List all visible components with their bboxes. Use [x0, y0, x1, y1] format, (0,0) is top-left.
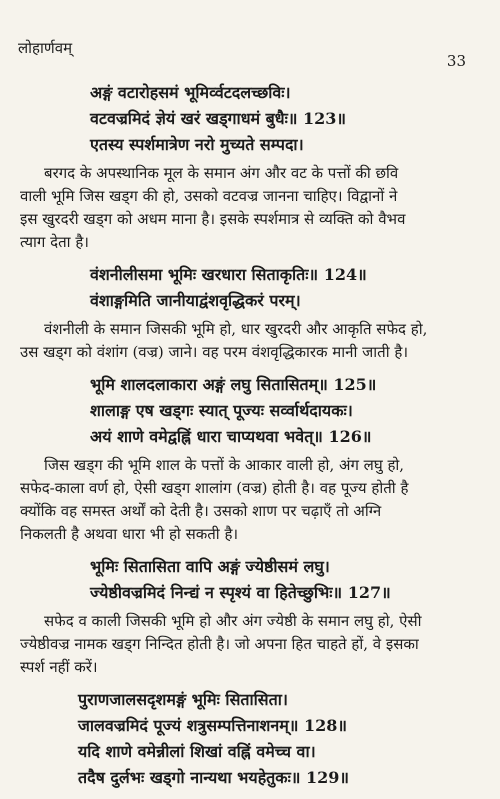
commentary-line: इस खुरदरी खड्ग को अधम माना है। इसके स्पर्शमात्र से व्यक्ति को वैभव [20, 210, 406, 228]
running-header-title: लोहार्णवम् [18, 39, 73, 57]
verse-line: ज्येष्ठीवज्रमिदं निन्द्यं न स्पृश्यं वा हितेच्छुभिः॥ 127॥ [90, 583, 391, 602]
section-verse-127 [20, 554, 482, 679]
verse-line: तदैष दुर्लभः खड्गो नान्यथा भयहेतुकः॥ 129॥ [78, 768, 349, 787]
section-verse-128-129 [20, 687, 482, 791]
verse-line: अयं शाणे वमेद्वह्निं धारा चाप्यथवा भवेत्॥ 126॥ [90, 427, 372, 446]
commentary-line: वंशनीली के समान जिसकी भूमि हो, धार खुरदरी और आकृति सफेद हो, [44, 320, 428, 338]
verse-line: भूमिः सितासिता वापि अङ्गं ज्येष्ठीसमं लघु। [90, 557, 330, 576]
commentary-line: ज्येष्ठीवज्र नामक खड्ग निन्दित होती है। जो अपना हित चाहते हों, वे इसका [20, 635, 419, 653]
commentary-paragraph [20, 318, 482, 364]
verse-line: जालवज्रमिदं पूज्यं शत्रुसम्पत्तिनाशनम्॥ 128॥ [78, 716, 347, 735]
verse-line: वंशनीलीसमा भूमिः खरधारा सिताकृतिः॥ 124॥ [90, 265, 367, 284]
section-verse-124 [20, 262, 482, 364]
commentary-paragraph [20, 162, 482, 254]
section-verse-123 [20, 80, 482, 254]
verse-line: अङ्गं वटारोहसमं भूमिर्व्वटदलच्छविः। [90, 83, 291, 102]
commentary-line: जिस खड्ग की भूमि शाल के पत्तों के आकार वाली हो, अंग लघु हो, [44, 456, 405, 474]
verse-line: वंशाङ्गमिति जानीयाद्वंशवृद्धिकरं परम्। [90, 291, 301, 310]
commentary-line: वाली भूमि जिस खड्ग की हो, उसको वटवज्र जानना चाहिए। विद्वानों ने [20, 187, 398, 205]
commentary-line: सफेद व काली जिसकी भूमि हो और अंग ज्येष्ठी के समान लघु हो, ऐसी [44, 612, 422, 630]
verse-line: पुराणजालसदृशमङ्गं भूमिः सितासिता। [78, 690, 288, 709]
page-content [20, 80, 482, 799]
commentary-line: सफेद-काला वर्ण हो, ऐसी खड्ग शालांग (वज्र) होती है। वह पूज्य होती है [20, 479, 409, 497]
commentary-line: स्पर्श नहीं करें। [20, 658, 98, 676]
section-verse-125-126 [20, 372, 482, 546]
verse-line: वटवज्रमिदं ज्ञेयं खरं खड्गाधमं बुधैः॥ 123॥ [90, 109, 347, 128]
commentary-line: निकलती है अथवा धारा भी हो सकती है। [20, 525, 239, 543]
commentary-line: बरगद के अपस्थानिक मूल के समान अंग और वट के पत्तों की छवि [44, 164, 399, 182]
commentary-paragraph [20, 454, 482, 546]
verse-line: एतस्य स्पर्शमात्रेण नरो मुच्यते सम्पदा। [90, 135, 304, 154]
verse-line: शालाङ्ग एष खड्गः स्यात् पूज्यः सर्व्वार्थदायकः। [90, 401, 353, 420]
commentary-paragraph [20, 610, 482, 679]
verse-line: भूमि शालदलाकारा अङ्गं लघु सितासितम्॥ 125॥ [90, 375, 377, 394]
verse-line: यदि शाणे वमेन्नीलां शिखां वह्निं वमेच्च वा। [78, 742, 316, 761]
page-number: 33 [446, 52, 466, 70]
commentary-line: क्योंकि वह समस्त अर्थों को देती है। उसको शाण पर चढ़ाएँ तो अग्नि [20, 502, 382, 520]
commentary-line: त्याग देता है। [20, 233, 89, 251]
commentary-line: उस खड्ग को वंशांग (वज्र) जाने। वह परम वंशवृद्धिकारक मानी जाती है। [20, 343, 409, 361]
